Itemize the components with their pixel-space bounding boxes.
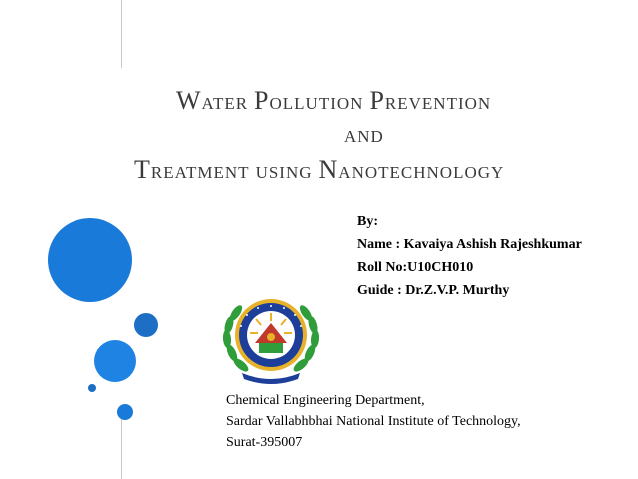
department-block: [226, 390, 521, 453]
institute-emblem-icon: [218, 293, 324, 387]
author-block: [357, 210, 582, 302]
institute-name: Sardar Vallabhbhai National Institute of Technology,: [226, 414, 521, 429]
title-word-cap: P: [369, 86, 385, 115]
title-line-1: [134, 84, 614, 120]
author-name: Name : Kavaiya Ashish Rajeshkumar: [357, 237, 582, 252]
title-line-3: [134, 153, 614, 189]
decorative-circle-tiny: [88, 384, 96, 392]
title-word-and: AND: [344, 127, 384, 146]
decorative-circle-small-bottom: [117, 404, 133, 420]
decorative-vertical-line-top: [121, 0, 122, 68]
title-word-rest: USING: [255, 163, 313, 182]
department-name: Chemical Engineering Department,: [226, 393, 425, 408]
title-word-rest: REATMENT: [150, 163, 250, 182]
title-word-rest: OLLUTION: [269, 94, 364, 113]
title-word-rest: ANOTECHNOLOGY: [338, 163, 505, 182]
title-word-rest: REVENTION: [384, 94, 492, 113]
title-word-rest: ATER: [201, 94, 249, 113]
title-word-cap: W: [176, 86, 202, 115]
decorative-circle-small: [134, 313, 158, 337]
author-roll-number: Roll No:U10CH010: [357, 260, 474, 275]
guide-name: Guide : Dr.Z.V.P. Murthy: [357, 283, 510, 298]
title-word-cap: P: [254, 86, 270, 115]
slide-title: [134, 84, 614, 189]
title-line-2: [134, 120, 614, 153]
by-label: By:: [357, 214, 378, 229]
decorative-circle-medium: [94, 340, 136, 382]
decorative-circle-large: [48, 218, 132, 302]
title-word-cap: T: [134, 155, 151, 184]
title-word-cap: N: [318, 155, 339, 184]
institute-location: Surat-395007: [226, 435, 303, 450]
